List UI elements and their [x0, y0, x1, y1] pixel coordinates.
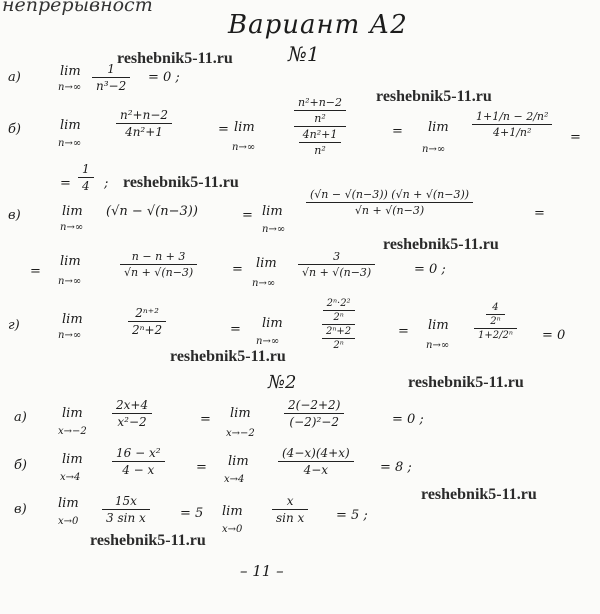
fraction-bar	[472, 124, 552, 125]
equals: =	[200, 412, 211, 427]
inner-fraction	[294, 96, 346, 125]
lim-subscript: x→−2	[226, 428, 255, 439]
item-label: б)	[14, 458, 28, 473]
fraction	[102, 494, 150, 525]
item-label: а)	[8, 70, 21, 85]
lim-subscript: x→0	[58, 516, 79, 527]
numerator: x	[286, 494, 294, 508]
fraction	[112, 398, 152, 429]
denominator: 4n²+1	[125, 125, 163, 139]
denominator: n³−2	[96, 79, 127, 93]
fraction	[116, 108, 172, 139]
item-label: в)	[8, 208, 21, 223]
watermark: reshebnik5-11.ru	[123, 174, 239, 191]
denominator: x²−2	[117, 415, 147, 429]
result: = 0 ;	[148, 70, 180, 85]
inner-fraction	[299, 128, 342, 157]
denominator: n²	[314, 112, 326, 125]
denominator: √n + √(n−3)	[124, 266, 194, 279]
lim-symbol: lim	[428, 120, 449, 135]
lim-subscript: x→−2	[58, 426, 87, 437]
lim-symbol: lim	[428, 318, 449, 333]
item-label: б)	[8, 122, 22, 137]
lim-subscript: n→∞	[58, 82, 82, 93]
fraction	[284, 398, 344, 429]
numerator: 2x+4	[116, 398, 149, 412]
lim-symbol: lim	[62, 312, 83, 327]
numerator: 1+1/n − 2/n²	[476, 110, 549, 123]
numerator: 15x	[114, 494, 137, 508]
item-label: г)	[8, 318, 20, 333]
inner-fraction	[323, 298, 355, 323]
task-number: №2	[268, 372, 297, 393]
main-fraction-bar	[322, 324, 355, 325]
denominator: 2ⁿ	[333, 312, 344, 323]
lim-subscript: n→∞	[60, 222, 84, 233]
lim-symbol: lim	[262, 316, 283, 331]
lim-subscript: x→4	[60, 472, 81, 483]
equals: =	[398, 324, 409, 339]
item-label: а)	[14, 410, 27, 425]
fraction	[112, 446, 165, 477]
denominator: 2ⁿ	[490, 316, 501, 327]
denominator: n²	[314, 144, 326, 157]
fraction-bar	[322, 338, 355, 339]
watermark: reshebnik5-11.ru	[90, 532, 206, 549]
numerator: 16 − x²	[116, 446, 161, 460]
watermark: reshebnik5-11.ru	[376, 88, 492, 105]
numerator: n − n + 3	[131, 250, 186, 263]
lim-subscript: n→∞	[262, 224, 286, 235]
equals: =	[570, 130, 581, 145]
fraction-bar	[128, 321, 166, 322]
fraction	[472, 110, 552, 139]
expression: (√n − √(n−3))	[106, 204, 198, 219]
lim-symbol: lim	[222, 504, 243, 519]
numerator: (4−x)(4+x)	[282, 446, 350, 460]
page-number: – 11 –	[240, 562, 284, 580]
result: = 8 ;	[380, 460, 412, 475]
equals: =	[232, 262, 243, 277]
lim-symbol: lim	[62, 452, 83, 467]
fraction-bar	[284, 413, 344, 414]
numerator: (√n − √(n−3)) (√n + √(n−3))	[310, 188, 470, 201]
numerator: n²+n−2	[120, 108, 169, 122]
lim-subscript: x→4	[224, 474, 245, 485]
denominator: 4+1/n²	[493, 126, 532, 139]
lim-symbol: lim	[256, 256, 277, 271]
equals: =	[60, 176, 71, 191]
fraction-bar	[102, 509, 150, 510]
denominator: √n + √(n−3)	[302, 266, 372, 279]
fraction-bar	[92, 77, 130, 78]
result: = 0 ;	[414, 262, 446, 277]
fraction-bar	[298, 264, 375, 265]
lim-symbol: lim	[230, 406, 251, 421]
compound-fraction	[294, 96, 346, 157]
fraction-bar	[299, 142, 342, 143]
numerator: 2ⁿ+2	[326, 326, 352, 337]
result: = 0	[542, 328, 566, 343]
denominator: 4	[82, 179, 90, 193]
numerator: 4n²+1	[302, 128, 338, 141]
lim-subscript: n→∞	[58, 276, 82, 287]
fraction-bar	[112, 461, 165, 462]
lim-symbol: lim	[262, 204, 283, 219]
fraction-bar	[486, 314, 504, 315]
watermark: reshebnik5-11.ru	[170, 348, 286, 365]
inner-fraction	[486, 302, 504, 327]
variant-title: Вариант А2	[228, 10, 408, 40]
equals: =	[196, 460, 207, 475]
lim-subscript: n→∞	[232, 142, 256, 153]
task-number: №1	[288, 42, 320, 66]
fraction-bar	[272, 509, 308, 510]
equals: = 5	[180, 506, 204, 521]
fraction	[278, 446, 354, 477]
numerator: 1	[82, 162, 90, 176]
equals: =	[230, 322, 241, 337]
inner-fraction	[322, 326, 355, 351]
fraction	[92, 62, 130, 93]
numerator: 3	[333, 250, 341, 263]
main-fraction-bar	[474, 328, 517, 329]
numerator: 2ⁿ⁺²	[135, 306, 159, 320]
lim-subscript: n→∞	[422, 144, 446, 155]
lim-symbol: lim	[58, 496, 79, 511]
fraction-bar	[294, 110, 346, 111]
lim-symbol: lim	[62, 406, 83, 421]
result: = 5 ;	[336, 508, 368, 523]
fraction-bar	[116, 123, 172, 124]
equals: =	[392, 124, 403, 139]
equals: =	[534, 206, 545, 221]
denominator: 2ⁿ	[333, 340, 344, 351]
denominator: 1+2/2ⁿ	[478, 330, 513, 341]
denominator: √n + √(n−3)	[354, 204, 425, 217]
lim-symbol: lim	[234, 120, 255, 135]
equals: =	[30, 264, 41, 279]
main-fraction-bar	[294, 126, 346, 127]
lim-subscript: n→∞	[58, 330, 82, 341]
watermark: reshebnik5-11.ru	[408, 374, 524, 391]
fraction-bar	[306, 202, 473, 203]
denominator: 4−x	[303, 463, 329, 477]
denominator: sin x	[276, 511, 305, 525]
equals: =	[242, 208, 253, 223]
lim-subscript: n→∞	[426, 340, 450, 351]
lim-subscript: n→∞	[58, 138, 82, 149]
numerator: n²+n−2	[298, 96, 343, 109]
fraction-bar	[78, 177, 94, 178]
semicolon: ;	[104, 176, 109, 191]
denominator: 3 sin x	[106, 511, 146, 525]
fraction	[272, 494, 308, 525]
item-label: в)	[14, 502, 27, 517]
lim-symbol: lim	[60, 64, 81, 79]
compound-fraction	[474, 302, 517, 341]
lim-subscript: n→∞	[252, 278, 276, 289]
fraction	[78, 162, 94, 193]
lim-subscript: n→∞	[256, 336, 280, 347]
compound-fraction	[322, 298, 355, 351]
watermark: reshebnik5-11.ru	[383, 236, 499, 253]
fraction-bar	[278, 461, 354, 462]
equals: =	[218, 122, 229, 137]
denominator: 2ⁿ+2	[132, 323, 163, 337]
watermark: reshebnik5-11.ru	[421, 486, 537, 503]
lim-subscript: x→0	[222, 524, 243, 535]
lim-symbol: lim	[228, 454, 249, 469]
numerator: 1	[107, 62, 115, 76]
lim-symbol: lim	[60, 118, 81, 133]
fraction	[306, 188, 473, 217]
lim-symbol: lim	[60, 254, 81, 269]
result: = 0 ;	[392, 412, 424, 427]
fraction-bar	[323, 310, 355, 311]
denominator: (−2)²−2	[289, 415, 339, 429]
fraction	[298, 250, 375, 279]
numerator: 2(−2+2)	[288, 398, 341, 412]
fraction	[120, 250, 197, 279]
fraction-bar	[112, 413, 152, 414]
top-cut-word: непрерывност	[2, 0, 153, 16]
numerator: 4	[492, 302, 499, 313]
numerator: 2ⁿ·2²	[326, 298, 351, 309]
fraction-bar	[120, 264, 197, 265]
lim-symbol: lim	[62, 204, 83, 219]
fraction	[128, 306, 166, 337]
denominator: 4 − x	[122, 463, 155, 477]
watermark: reshebnik5-11.ru	[117, 50, 233, 67]
